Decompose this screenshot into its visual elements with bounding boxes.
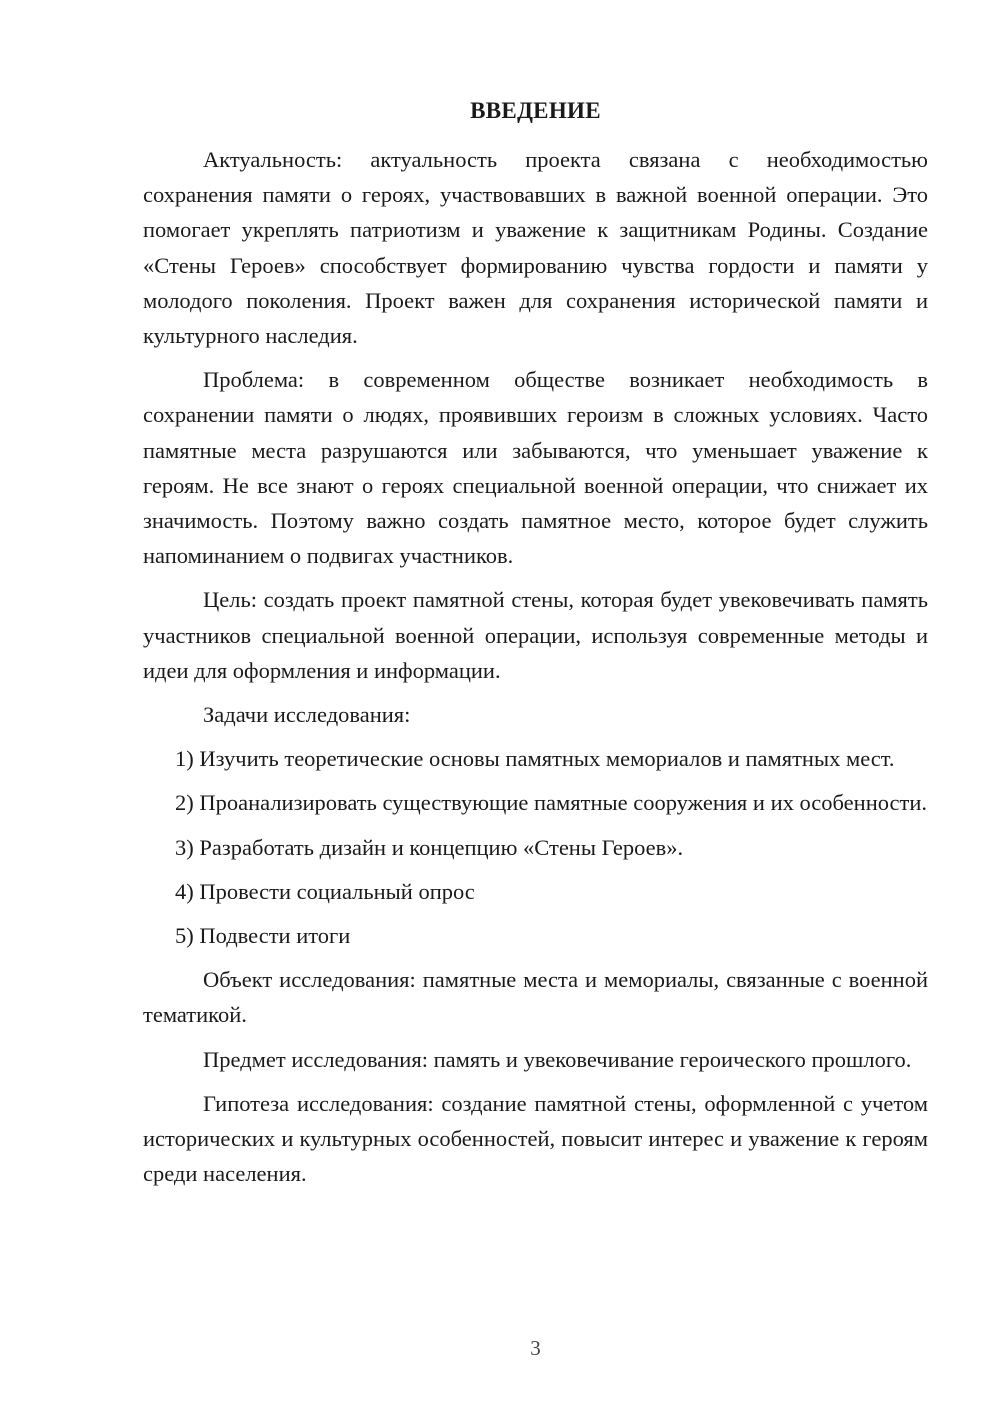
paragraph-goal: Цель: создать проект памятной стены, которая будет увековечивать память участников специальной военной операции, используя современные методы и идеи для оформления и информации. (143, 587, 928, 683)
page-number: 3 (530, 1336, 541, 1360)
task-item-4: 4) Провести социальный опрос (175, 878, 475, 904)
tasks-heading: Задачи исследования: (203, 702, 411, 728)
task-item-1: 1) Изучить теоретические основы памятных мемориалов и памятных мест. (175, 746, 895, 772)
paragraph-hypothesis: Гипотеза исследования: создание памятной стены, оформленной с учетом исторических и культурных особенностей, повысит интерес и уважение к героям среди населения. (143, 1090, 928, 1187)
task-item-5: 5) Подвести итоги (175, 923, 351, 949)
page-title: ВВЕДЕНИЕ (470, 98, 601, 123)
document-page (143, 0, 928, 1414)
paragraph-relevance: Актуальность: актуальность проекта связана с необходимостью сохранения памяти о героях, участвовавших в важной военной операции. Это помогает укреплять патриотизм и уважение к защитникам Родины. Создание «Стены Героев» способствует формированию чувства гордости и памяти у молодого поколения. Проект важен для сохранения исторической памяти и культурного наследия. (143, 147, 928, 349)
paragraph-subject: Предмет исследования: память и увековечивание героического прошлого. (203, 1046, 912, 1072)
task-item-3: 3) Разработать дизайн и концепцию «Стены Героев». (175, 834, 684, 860)
paragraph-problem: Проблема: в современном обществе возникает необходимость в сохранении памяти о людях, проявивших героизм в сложных условиях. Часто памятные места разрушаются или забываются, что уменьшает уважение к героям. Не все знают о героях специальной военной операции, что снижает их значимость. Поэтому важно создать памятное место, которое будет служить напоминанием о подвигах участников. (143, 367, 928, 569)
paragraph-object: Объект исследования: памятные места и мемориалы, связанные с военной тематикой. (143, 967, 928, 1028)
task-item-2: 2) Проанализировать существующие памятные сооружения и их особенности. (175, 790, 928, 816)
document-body (143, 142, 928, 1200)
